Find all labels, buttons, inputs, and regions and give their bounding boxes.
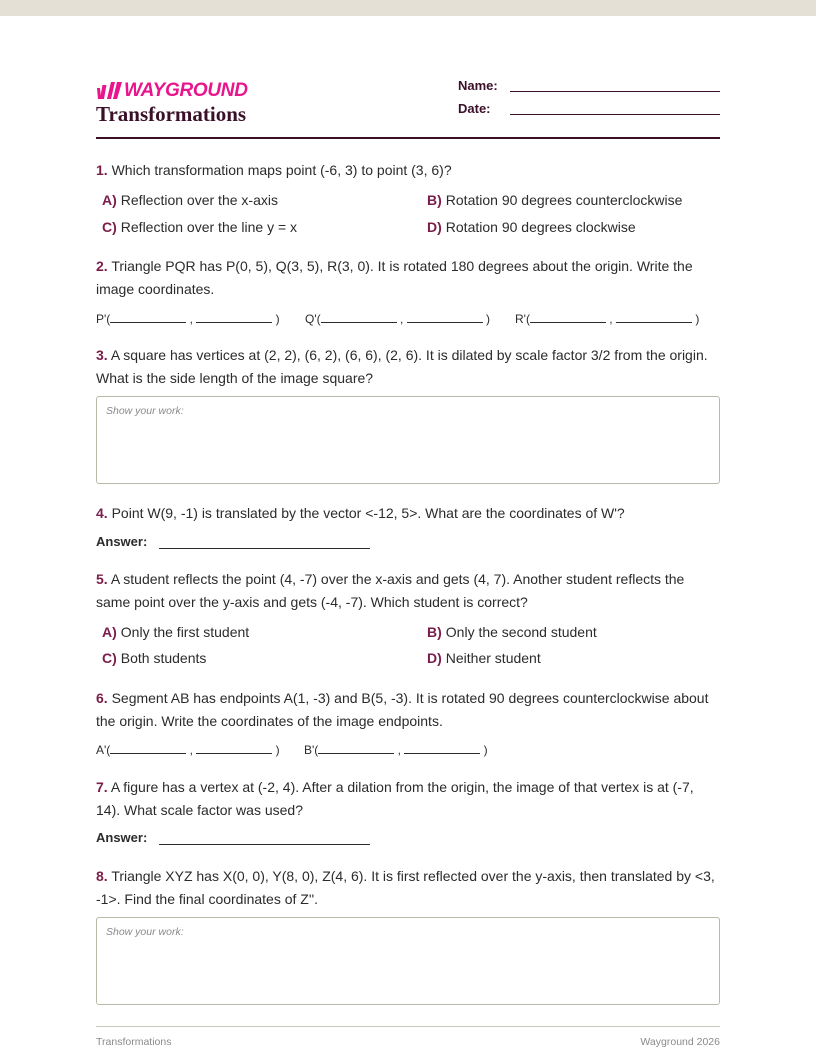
choice-a[interactable] xyxy=(102,624,249,640)
question-number: 1. xyxy=(96,162,108,178)
comma: , xyxy=(189,312,193,326)
choice-letter: A) xyxy=(102,624,117,640)
question-8 xyxy=(96,865,720,910)
question-5 xyxy=(96,568,720,613)
question-text: Triangle XYZ has X(0, 0), Y(8, 0), Z(4, 6). It is first reflected over the y-axis, then translated by <3, -1>. Find the final coordinates of Z''. xyxy=(96,868,715,907)
question-text: Segment AB has endpoints A(1, -3) and B(5, -3). It is rotated 90 degrees counterclockwise about the origin. Write the coordinates of the image endpoints. xyxy=(96,690,709,729)
comma: , xyxy=(397,743,401,757)
choice-letter: C) xyxy=(102,650,117,666)
close-paren: ) xyxy=(695,312,700,326)
question-number: 3. xyxy=(96,347,108,363)
work-area[interactable] xyxy=(96,917,720,1005)
coordinate-b-prime xyxy=(304,742,488,757)
choice-letter: D) xyxy=(427,219,442,235)
close-paren: ) xyxy=(483,743,488,757)
wayground-logo-icon xyxy=(96,82,122,100)
question-1 xyxy=(96,159,720,182)
coordinate-label: R'( xyxy=(515,312,530,326)
y-blank[interactable] xyxy=(404,742,480,754)
question-number: 7. xyxy=(96,779,108,795)
question-number: 6. xyxy=(96,690,108,706)
y-blank[interactable] xyxy=(616,311,692,323)
choice-text: Only the second student xyxy=(445,624,597,640)
name-input-line[interactable] xyxy=(510,91,720,92)
x-blank[interactable] xyxy=(321,311,397,323)
comma: , xyxy=(189,743,193,757)
y-blank[interactable] xyxy=(196,311,272,323)
header-divider xyxy=(96,137,720,139)
question-3 xyxy=(96,344,720,389)
coordinate-label: B'( xyxy=(304,743,319,757)
question-text: Point W(9, -1) is translated by the vector <-12, 5>. What are the coordinates of W'? xyxy=(111,505,625,521)
work-area[interactable] xyxy=(96,396,720,484)
date-input-line[interactable] xyxy=(510,114,720,115)
comma: , xyxy=(399,312,404,326)
answer-label: Answer: xyxy=(96,534,148,549)
question-text: A square has vertices at (2, 2), (6, 2), (6, 6), (2, 6). It is dilated by scale factor 3/2 from the origin. What is the side length of the image square? xyxy=(96,347,708,386)
question-text: Triangle PQR has P(0, 5), Q(3, 5), R(3, 0). It is rotated 180 degrees about the origin. Write the image coordinates. xyxy=(96,258,693,297)
date-field xyxy=(458,99,720,122)
close-paren: ) xyxy=(275,743,280,757)
footer-copyright: Wayground 2026 xyxy=(640,1036,720,1048)
answer-field xyxy=(96,534,720,549)
choice-a[interactable] xyxy=(102,192,278,208)
answer-input-line[interactable] xyxy=(159,844,370,845)
choice-letter: B) xyxy=(427,624,442,640)
question-2 xyxy=(96,255,720,300)
choice-text: Only the first student xyxy=(120,624,250,640)
question-7 xyxy=(96,776,720,821)
question-6 xyxy=(96,687,720,732)
choice-letter: B) xyxy=(427,192,442,208)
coordinate-a-prime xyxy=(96,742,280,757)
page-title: Transformations xyxy=(96,102,247,126)
choice-c[interactable] xyxy=(102,650,206,666)
top-bar xyxy=(0,0,816,16)
question-4 xyxy=(96,502,720,525)
x-blank[interactable] xyxy=(110,742,186,754)
choice-letter: A) xyxy=(102,192,117,208)
choice-text: Reflection over the x-axis xyxy=(120,192,278,208)
choice-text: Both students xyxy=(120,650,207,666)
student-info-fields xyxy=(458,76,720,122)
choice-letter: D) xyxy=(427,650,442,666)
answer-label: Answer: xyxy=(96,830,148,845)
coordinate-p-prime xyxy=(96,311,280,326)
coordinate-label: P'( xyxy=(96,312,111,326)
y-blank[interactable] xyxy=(196,742,272,754)
footer-divider xyxy=(96,1026,720,1027)
choice-c[interactable] xyxy=(102,219,297,235)
close-paren: ) xyxy=(275,312,280,326)
choice-text: Neither student xyxy=(445,650,541,666)
question-text: A figure has a vertex at (-2, 4). After a dilation from the origin, the image of that vertex is at (-7, 14). What scale factor was used? xyxy=(96,779,694,818)
work-area-placeholder: Show your work: xyxy=(106,405,184,417)
coordinate-q-prime xyxy=(305,311,490,326)
coordinate-label: Q'( xyxy=(305,312,321,326)
close-paren: ) xyxy=(486,312,490,326)
choice-letter: C) xyxy=(102,219,117,235)
question-number: 4. xyxy=(96,505,108,521)
choice-b[interactable] xyxy=(427,624,597,640)
answer-field xyxy=(96,830,720,845)
question-number: 8. xyxy=(96,868,108,884)
question-number: 2. xyxy=(96,258,108,274)
answer-input-line[interactable] xyxy=(159,548,370,549)
choice-text: Rotation 90 degrees counterclockwise xyxy=(445,192,683,208)
brand-logo xyxy=(96,80,248,102)
comma: , xyxy=(609,312,613,326)
date-label: Date: xyxy=(458,101,491,116)
coordinate-label: A'( xyxy=(96,743,111,757)
work-area-placeholder: Show your work: xyxy=(106,926,184,938)
footer-title: Transformations xyxy=(96,1036,172,1048)
x-blank[interactable] xyxy=(530,311,606,323)
choice-text: Rotation 90 degrees clockwise xyxy=(445,219,636,235)
question-number: 5. xyxy=(96,571,108,587)
name-field xyxy=(458,76,720,99)
x-blank[interactable] xyxy=(110,311,186,323)
choice-b[interactable] xyxy=(427,192,682,208)
name-label: Name: xyxy=(458,78,498,93)
x-blank[interactable] xyxy=(318,742,394,754)
choice-d[interactable] xyxy=(427,219,636,235)
choice-text: Reflection over the line y = x xyxy=(120,219,298,235)
brand-logo-text: WAYGROUND xyxy=(124,80,248,101)
coordinate-r-prime xyxy=(515,311,699,326)
question-text: A student reflects the point (4, -7) over the x-axis and gets (4, 7). Another student reflects the same point over the y-axis and gets (-4, -7). Which student is correct? xyxy=(96,571,685,610)
worksheet-header xyxy=(96,76,720,138)
choice-d[interactable] xyxy=(427,650,541,666)
question-text: Which transformation maps point (-6, 3) to point (3, 6)? xyxy=(111,162,452,178)
y-blank[interactable] xyxy=(407,311,483,323)
